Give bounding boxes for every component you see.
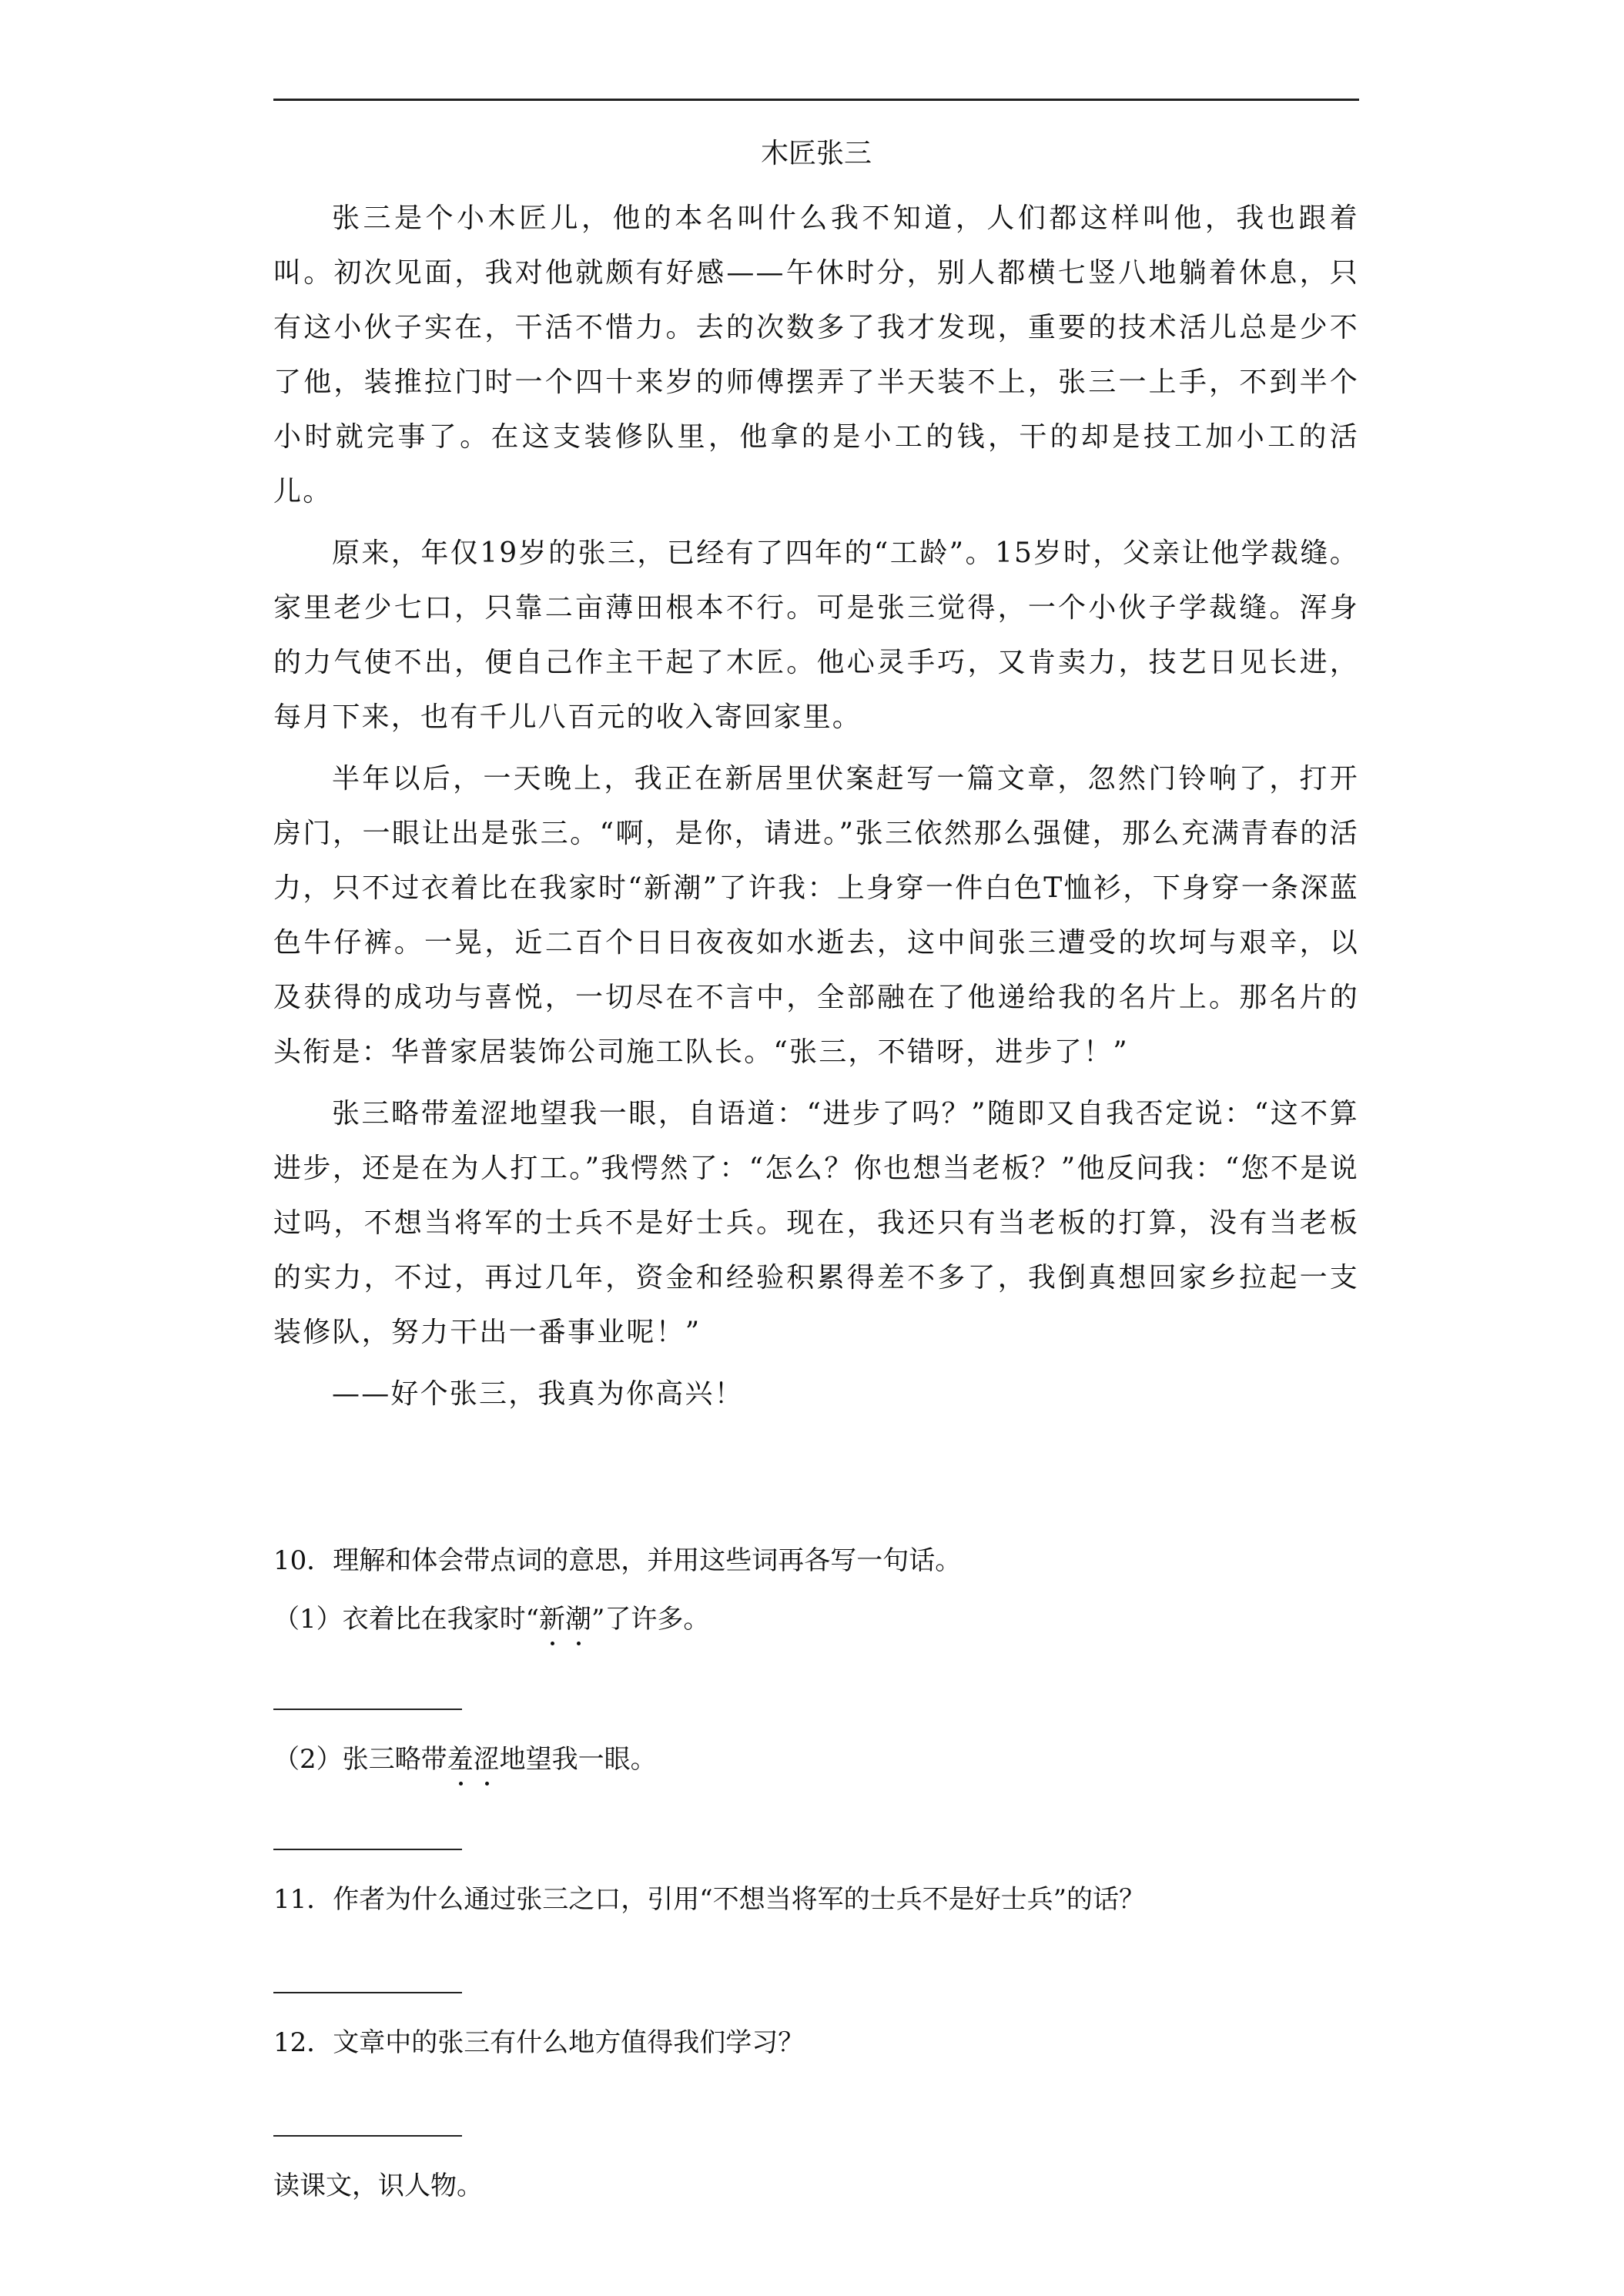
paragraph-4: 张三略带羞涩地望我一眼，自语道：“进步了吗？”随即又自我否定说：“这不算进步，还是在为人打工。”我愕然了：“怎么？你也想当老板？”他反问我：“您不是说过吗，不想当将军的士兵不是好士兵。现在，我还只有当老板的打算，没有当老板的实力，不过，再过几年，资金和经验积累得差不多了，我倒真想回家乡拉起一支装修队，努力干出一番事业呢！” [273, 1098, 1359, 1348]
question-10-sub-1 [273, 1601, 1359, 1638]
question-11-stem: 11．作者为什么通过张三之口，引用“不想当将军的士兵不是好士兵”的话？ [273, 1884, 1146, 1915]
sub-1-before: （1）衣着比在我家时“ [273, 1604, 540, 1635]
paragraph-2: 原来，年仅19岁的张三，已经有了四年的“工龄”。15岁时，父亲让他学裁缝。家里老少七口，只靠二亩薄田根本不行。可是张三觉得，一个小伙子学裁缝。浑身的力气使不出，便自己作主干起了木匠。他心灵手巧，又肯卖力，技艺日见长进，每月下来，也有千儿八百元的收入寄回家里。 [273, 537, 1359, 733]
paragraph-5: ——好个张三，我真为你高兴！ [332, 1378, 744, 1410]
sub-2-after: 地望我一眼。 [499, 1744, 657, 1775]
question-10-sub-2 [273, 1741, 1359, 1778]
answer-blank[interactable] [273, 1849, 462, 1850]
answer-blank[interactable] [273, 1992, 462, 1993]
dotted-char: 潮 [565, 1601, 591, 1638]
question-10-stem: 10．理解和体会带点词的意思，并用这些词再各写一句话。 [273, 1545, 962, 1576]
passage-title: 木匠张三 [760, 138, 872, 169]
answer-blank[interactable] [273, 2135, 462, 2137]
sub-1-after: ”了许多。 [591, 1604, 710, 1635]
section-heading: 读课文，识人物。 [273, 2170, 483, 2201]
dotted-char: 涩 [474, 1741, 500, 1778]
header-rule [273, 99, 1359, 101]
reading-passage [273, 191, 1359, 1428]
dotted-char: 羞 [447, 1741, 474, 1778]
questions-section [273, 1542, 1359, 2204]
paragraph-1: 张三是个小木匠儿，他的本名叫什么我不知道，人们都这样叫他，我也跟着叫。初次见面，我对他就颇有好感——午休时分，别人都横七竖八地躺着休息，只有这小伙子实在，干活不惜力。去的次数多了我才发现，重要的技术活儿总是少不了他，装推拉门时一个四十来岁的师傅摆弄了半天装不上，张三一上手，不到半个小时就完事了。在这支装修队里，他拿的是小工的钱，干的却是技工加小工的活儿。 [273, 202, 1359, 507]
paragraph-3: 半年以后，一天晚上，我正在新居里伏案赶写一篇文章，忽然门铃响了，打开房门，一眼让出是张三。“啊，是你，请进。”张三依然那么强健，那么充满青春的活力，只不过衣着比在我家时“新潮”了许我：上身穿一件白色T恤衫，下身穿一条深蓝色牛仔裤。一晃，近二百个日日夜夜如水逝去，这中间张三遭受的坎坷与艰辛，以及获得的成功与喜悦，一切尽在不言中，全部融在了他递给我的名片上。那名片的头衔是：华普家居装饰公司施工队长。“张三，不错呀，进步了！” [273, 763, 1359, 1068]
question-12-stem: 12．文章中的张三有什么地方值得我们学习？ [273, 2027, 805, 2058]
sub-2-before: （2）张三略带 [273, 1744, 447, 1775]
dotted-char: 新 [539, 1601, 565, 1638]
answer-blank[interactable] [273, 1709, 462, 1710]
